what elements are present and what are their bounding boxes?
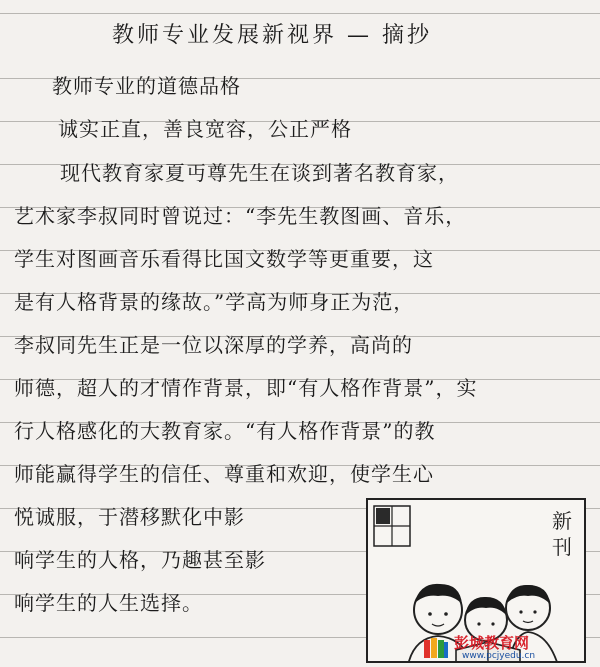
vertical-caption [550,508,574,560]
paragraph-line: 现代教育家夏丏尊先生在谈到著名教育家， [60,161,459,185]
motto-line: 诚实正直，善良宽容，公正严格 [58,117,352,141]
paragraph-line: 响学生的人格，乃趣甚至影 [14,548,266,572]
caption-char: 刊 [552,535,572,559]
paragraph-line: 学生对图画音乐看得比国文数学等更重要，这 [14,247,434,271]
paragraph-line: 李叔同先生正是一位以深厚的学养，高尚的 [14,333,413,357]
paragraph-line: 师德，超人的才情作背景，即“有人格作背景”，实 [14,376,478,400]
watermark-name: 彭城教育网 [454,634,530,652]
section-subtitle: 教师专业的道德品格 [52,74,241,98]
paragraph-line: 艺术家李叔同时曾说过：“李先生教图画、音乐， [14,204,467,228]
paragraph-line: 行人格感化的大教育家。“有人格作背景”的教 [14,419,436,443]
page-title: 教师专业发展新视界 — 摘抄 [112,23,432,48]
book-logo-icon [422,634,450,662]
caption-char: 新 [552,509,572,533]
paragraph-line: 响学生的人生选择。 [14,591,203,615]
paragraph-line: 悦诚服，于潜移默化中影 [14,505,245,529]
paragraph-line: 师能赢得学生的信任、尊重和欢迎，使学生心 [14,462,434,486]
watermark-url: www.pcjyedu.cn [462,651,536,661]
site-watermark [422,632,592,666]
paragraph-line: 是有人格背景的缘故。”学高为师身正为范， [14,290,415,314]
